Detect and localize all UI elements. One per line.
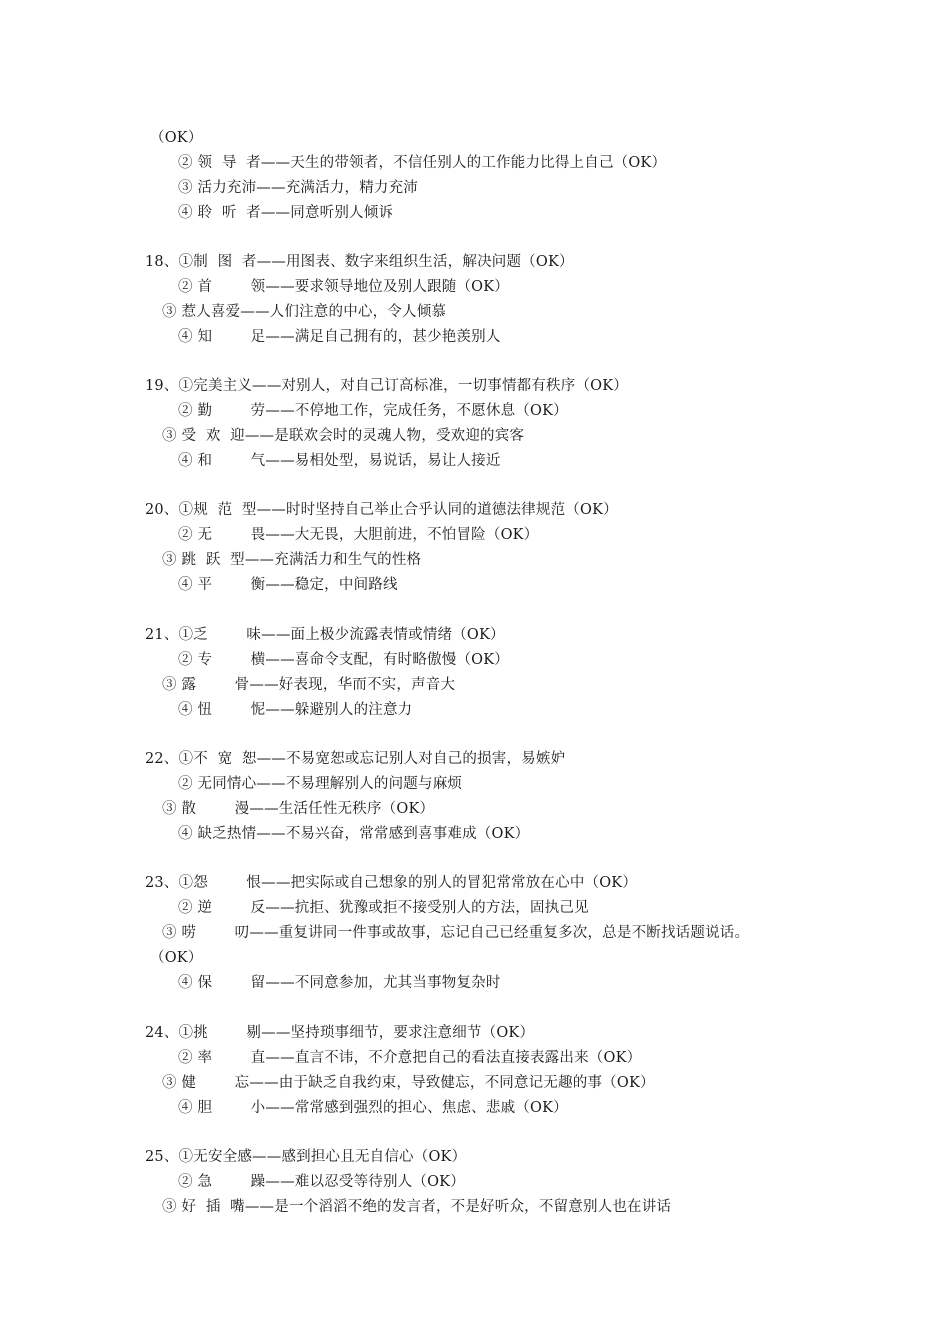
text-line: （OK） xyxy=(150,130,203,146)
text-line: ② 首 领——要求领导地位及别人跟随（OK） xyxy=(178,279,510,295)
text-line: ④ 聆 听 者——同意听别人倾诉 xyxy=(178,205,394,221)
text-line: ③ 好 插 嘴——是一个滔滔不绝的发言者，不是好听众，不留意别人也在讲话 xyxy=(162,1199,672,1215)
text-line: ③ 受 欢 迎——是联欢会时的灵魂人物，受欢迎的宾客 xyxy=(162,428,525,444)
text-line: ④ 保 留——不同意参加，尤其当事物复杂时 xyxy=(178,975,501,991)
text-line: ③ 散 漫——生活任性无秩序（OK） xyxy=(162,801,435,817)
text-line: ② 领 导 者——天生的带领者，不信任别人的工作能力比得上自己（OK） xyxy=(178,155,667,171)
text-line: ② 专 横——喜命令支配，有时略傲慢（OK） xyxy=(178,652,510,668)
text-line: ④ 忸 怩——躲避别人的注意力 xyxy=(178,702,413,718)
text-line: 25、①无安全感——感到担心且无自信心（OK） xyxy=(145,1149,467,1165)
text-line: ③ 惹人喜爱——人们注意的中心，令人倾慕 xyxy=(162,304,447,320)
text-line: 23、①怨 恨——把实际或自己想象的别人的冒犯常常放在心中（OK） xyxy=(145,875,638,891)
text-line: 21、①乏 味——面上极少流露表情或情绪（OK） xyxy=(145,627,505,643)
text-line: ② 急 躁——难以忍受等待别人（OK） xyxy=(178,1174,465,1190)
text-line: ④ 平 衡——稳定，中间路线 xyxy=(178,577,398,593)
text-line: ③ 露 骨——好表现，华而不实，声音大 xyxy=(162,677,456,693)
text-line: ④ 知 足——满足自己拥有的，甚少艳羡别人 xyxy=(178,329,501,345)
text-line: ③ 活力充沛——充满活力，精力充沛 xyxy=(178,180,419,196)
text-line: 18、①制 图 者——用图表、数字来组织生活，解决问题（OK） xyxy=(145,254,574,270)
text-line: ④ 缺乏热情——不易兴奋，常常感到喜事难成（OK） xyxy=(178,826,530,842)
text-line: 24、①挑 剔——坚持琐事细节，要求注意细节（OK） xyxy=(145,1025,535,1041)
text-line: ② 率 直——直言不讳，不介意把自己的看法直接表露出来（OK） xyxy=(178,1050,642,1066)
text-line: 22、①不 宽 恕——不易宽恕或忘记别人对自己的损害，易嫉妒 xyxy=(145,751,566,767)
text-line: ③ 跳 跃 型——充满活力和生气的性格 xyxy=(162,552,422,568)
text-line: ④ 和 气——易相处型，易说话，易让人接近 xyxy=(178,453,501,469)
text-line: ② 逆 反——抗拒、犹豫或拒不接受别人的方法，固执己见 xyxy=(178,900,589,916)
text-line: ③ 唠 叨——重复讲同一件事或故事，忘记自己已经重复多次，总是不断找话题说话。 xyxy=(162,925,750,941)
text-line: ④ 胆 小——常常感到强烈的担心、焦虑、悲戚（OK） xyxy=(178,1100,568,1116)
text-line: ② 无 畏——大无畏，大胆前进，不怕冒险（OK） xyxy=(178,527,539,543)
text-line: ② 勤 劳——不停地工作，完成任务，不愿休息（OK） xyxy=(178,403,568,419)
text-line: 19、①完美主义——对别人，对自己订高标准，一切事情都有秩序（OK） xyxy=(145,378,628,394)
text-line: ② 无同情心——不易理解别人的问题与麻烦 xyxy=(178,776,463,792)
text-line: 20、①规 范 型——时时坚持自己举止合乎认同的道德法律规范（OK） xyxy=(145,502,618,518)
text-line: （OK） xyxy=(150,950,203,966)
text-line: ③ 健 忘——由于缺乏自我约束，导致健忘，不同意记无趣的事（OK） xyxy=(162,1075,655,1091)
